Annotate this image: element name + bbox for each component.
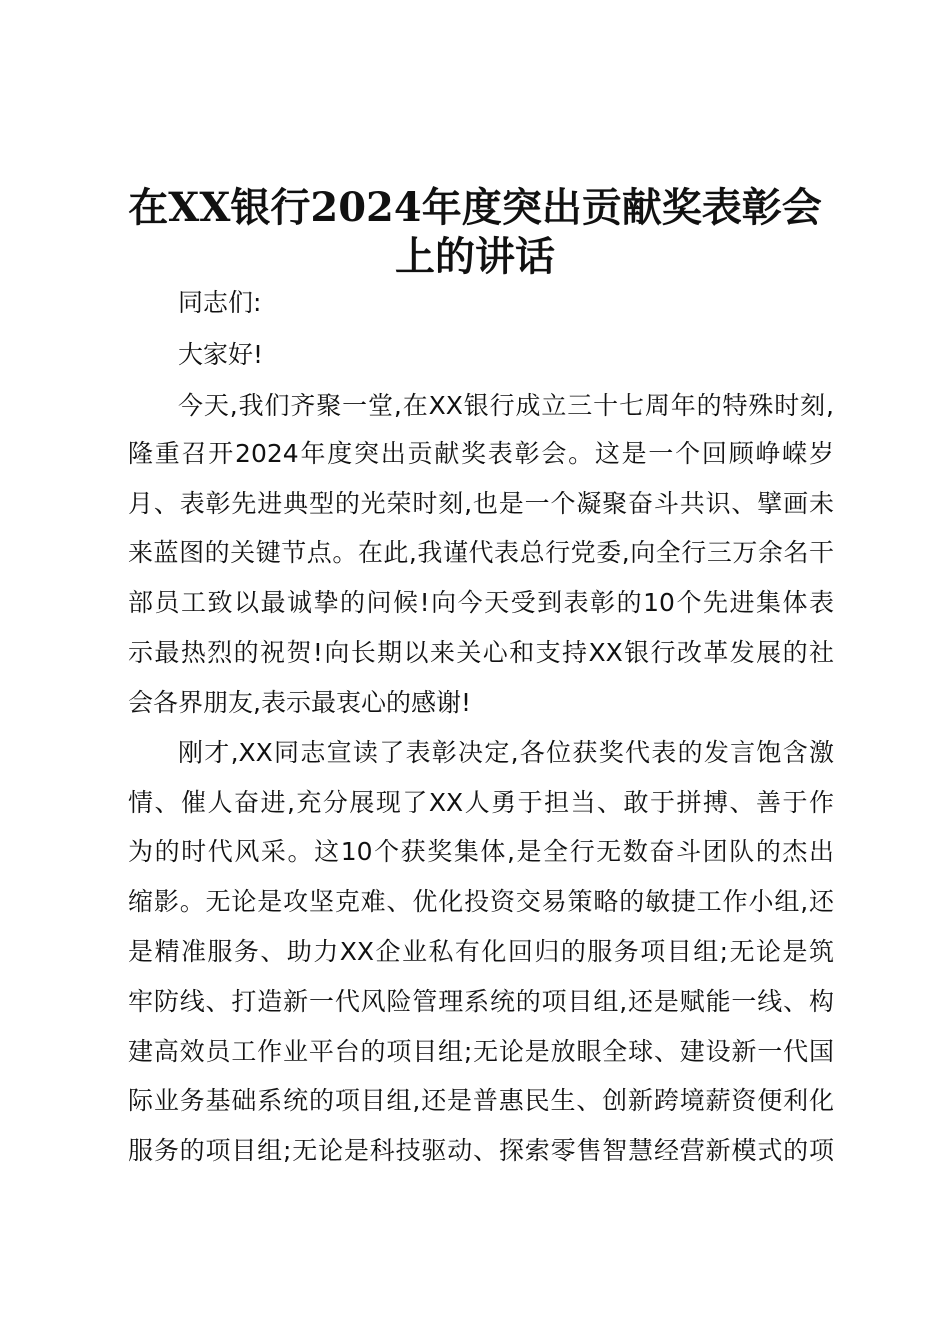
paragraph-2-line: 建高效员工作业平台的项目组;无论是放眼全球、建设新一代国	[128, 1037, 834, 1066]
paragraph-2-line: 刚才,XX同志宣读了表彰决定,各位获奖代表的发言饱含激	[178, 738, 834, 767]
paragraph-2-line: 牢防线、打造新一代风险管理系统的项目组,还是赋能一线、构	[128, 987, 834, 1016]
greeting: 大家好!	[178, 340, 264, 369]
document-title-line-1: 在XX银行2024年度突出贡献奖表彰会	[128, 184, 822, 231]
paragraph-2-line: 情、催人奋进,充分展现了XX人勇于担当、敢于拼搏、善于作	[128, 788, 834, 817]
paragraph-2-line: 为的时代风采。这10个获奖集体,是全行无数奋斗团队的杰出	[128, 837, 834, 866]
paragraph-1-line: 来蓝图的关键节点。在此,我谨代表总行党委,向全行三万余名干	[128, 538, 834, 567]
paragraph-1-line: 示最热烈的祝贺!向长期以来关心和支持XX银行改革发展的社	[128, 638, 834, 667]
paragraph-2-line: 缩影。无论是攻坚克难、优化投资交易策略的敏捷工作小组,还	[128, 887, 834, 916]
paragraph-2-line: 际业务基础系统的项目组,还是普惠民生、创新跨境薪资便利化	[128, 1086, 834, 1115]
paragraph-1-line: 隆重召开2024年度突出贡献奖表彰会。这是一个回顾峥嵘岁	[128, 439, 834, 468]
paragraph-1-line: 部员工致以最诚挚的问候!向今天受到表彰的10个先进集体表	[128, 588, 834, 617]
salutation: 同志们:	[178, 288, 262, 317]
paragraph-1-line: 月、表彰先进典型的光荣时刻,也是一个凝聚奋斗共识、擘画未	[128, 489, 834, 518]
paragraph-2-line: 是精准服务、助力XX企业私有化回归的服务项目组;无论是筑	[128, 937, 834, 966]
document-title-line-2: 上的讲话	[395, 233, 555, 280]
paragraph-1-line: 今天,我们齐聚一堂,在XX银行成立三十七周年的特殊时刻,	[178, 391, 834, 420]
paragraph-1-line: 会各界朋友,表示最衷心的感谢!	[128, 688, 471, 717]
paragraph-2-line: 服务的项目组;无论是科技驱动、探索零售智慧经营新模式的项	[128, 1136, 834, 1165]
